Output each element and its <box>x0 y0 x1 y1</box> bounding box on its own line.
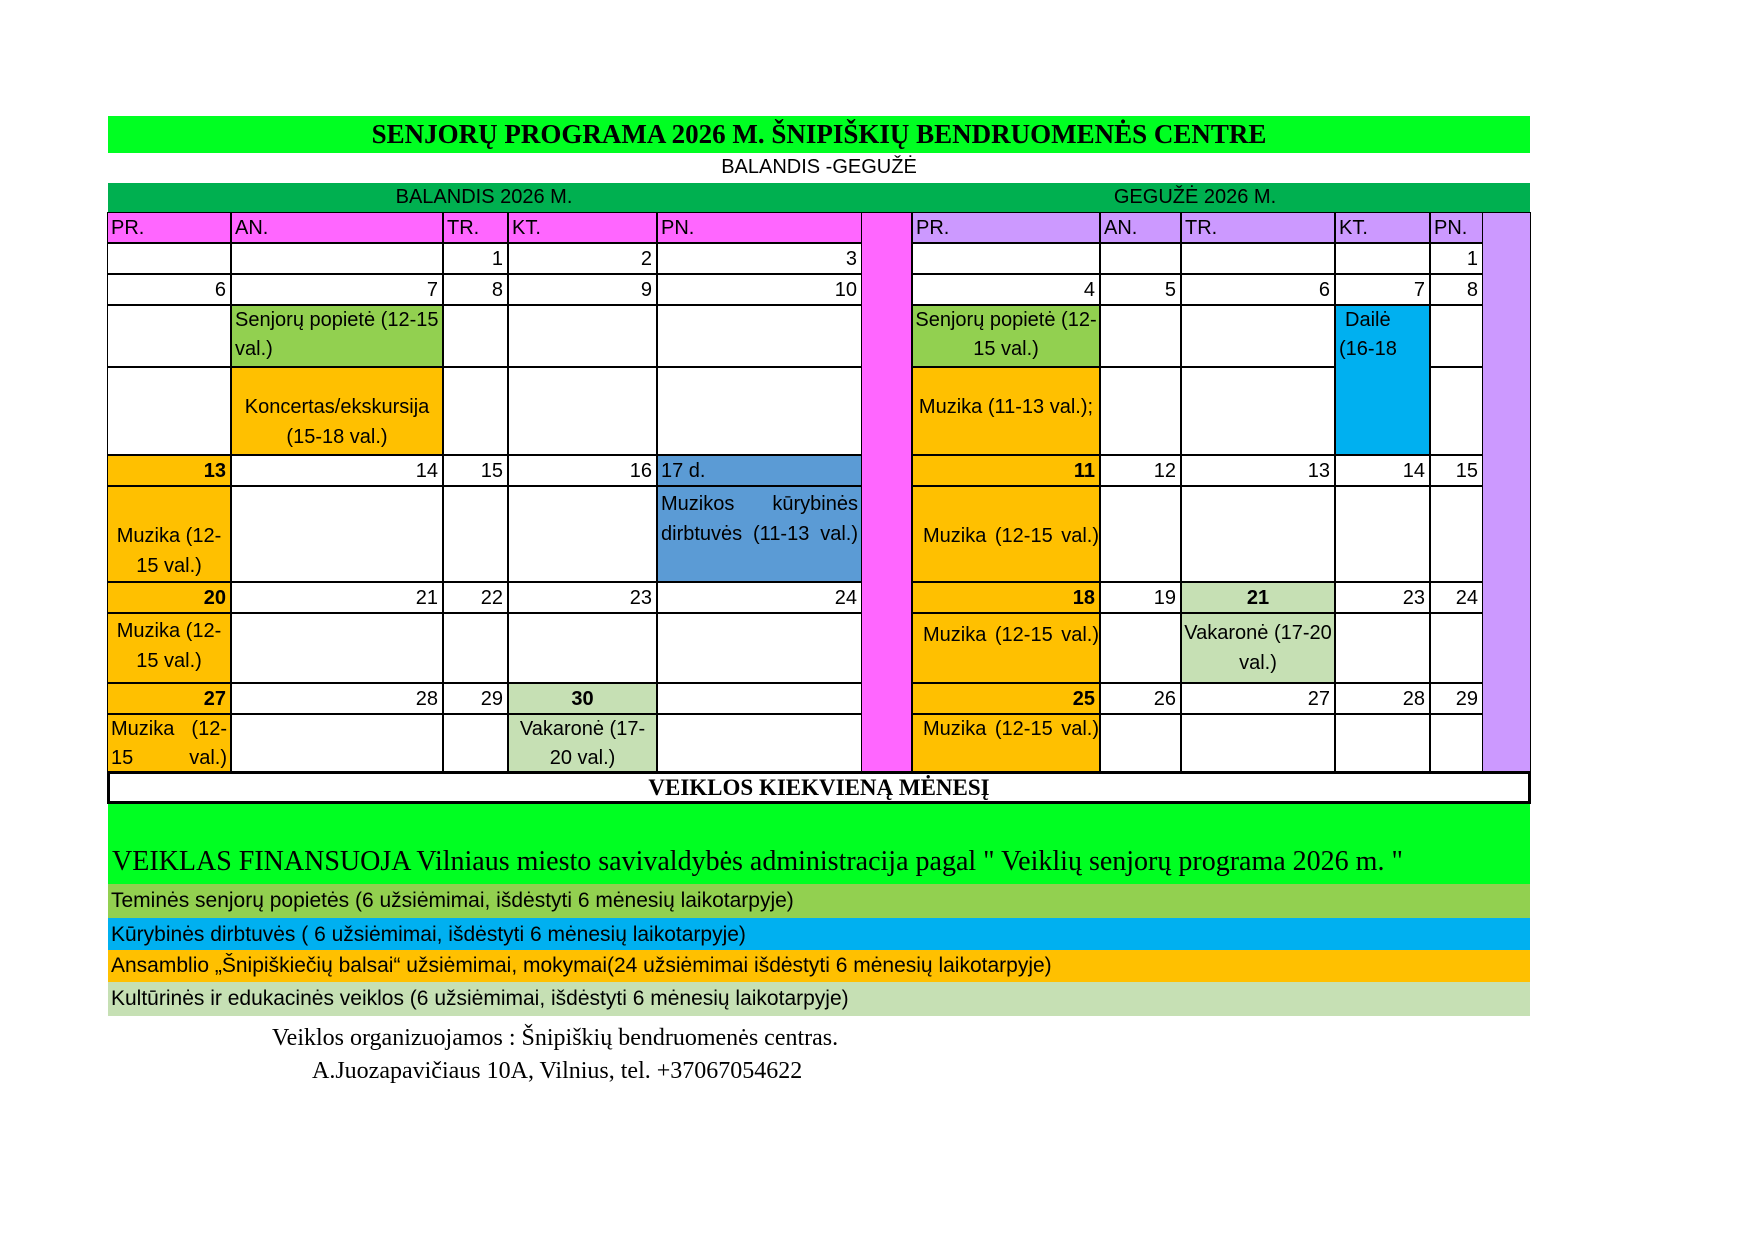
may-date-15: 15 <box>1430 455 1483 486</box>
april-date-3: 3 <box>657 243 862 274</box>
may-event-muzika-11: Muzika (12-15 val.) <box>912 486 1100 582</box>
may-empty-cell <box>1430 305 1483 367</box>
april-date-30: 30 <box>508 683 657 714</box>
may-day-tue: AN. <box>1100 212 1181 243</box>
may-date-27: 27 <box>1181 683 1335 714</box>
april-event-muzikos-dirbtuves: Muzikos kūrybinės dirbtuvės (11-13 val.) <box>657 486 862 582</box>
may-date-5: 5 <box>1100 274 1181 305</box>
may-date-18: 18 <box>912 582 1100 613</box>
may-date-7: 7 <box>1335 274 1430 305</box>
april-empty-cell <box>231 486 443 582</box>
may-date-1: 1 <box>1430 243 1483 274</box>
april-date-29: 29 <box>443 683 508 714</box>
april-empty-cell <box>657 613 862 683</box>
april-date-9: 9 <box>508 274 657 305</box>
april-date-22: 22 <box>443 582 508 613</box>
april-date-cell <box>657 683 862 714</box>
may-empty-cell <box>1100 367 1181 455</box>
may-date-4: 4 <box>912 274 1100 305</box>
april-date-23: 23 <box>508 582 657 613</box>
april-empty-cell <box>231 613 443 683</box>
legend-kurybines-dirbtuves: Kūrybinės dirbtuvės ( 6 užsiėmimai, išdėstyti 6 mėnesių laikotarpyje) <box>108 918 1530 952</box>
may-date-25: 25 <box>912 683 1100 714</box>
april-empty-cell <box>443 613 508 683</box>
april-event-senjoru-popiete: Senjorų popietė (12-15 val.) <box>231 305 443 367</box>
may-date-19: 19 <box>1100 582 1181 613</box>
may-empty-cell <box>1430 714 1483 772</box>
april-empty-cell <box>508 613 657 683</box>
may-empty-cell <box>1335 613 1430 683</box>
may-date-24: 24 <box>1430 582 1483 613</box>
may-empty-cell <box>1181 305 1335 367</box>
april-empty-cell <box>508 367 657 455</box>
april-event-muzika-27: Muzika (12-15 val.) <box>107 714 231 772</box>
april-day-thu: KT. <box>508 212 657 243</box>
may-date-cell <box>1335 243 1430 274</box>
legend-ansamblis: Ansamblio „Šnipiškiečių balsai“ užsiėmimai, mokymai(24 užsiėmimai išdėstyti 6 mėnesių laikotarpyje) <box>108 950 1530 982</box>
may-day-thu: KT. <box>1335 212 1430 243</box>
april-empty-cell <box>443 367 508 455</box>
may-empty-cell <box>1100 613 1181 683</box>
april-date-10: 10 <box>657 274 862 305</box>
may-event-daile <box>1335 305 1430 455</box>
may-empty-cell <box>1181 486 1335 582</box>
april-empty-cell <box>107 305 231 367</box>
may-date-26: 26 <box>1100 683 1181 714</box>
april-weekend-separator <box>861 212 912 772</box>
april-date-27: 27 <box>107 683 231 714</box>
april-empty-cell <box>443 305 508 367</box>
may-empty-cell <box>1430 367 1483 455</box>
may-empty-cell <box>1335 486 1430 582</box>
may-event-muzika-25: Muzika (12-15 val.) <box>912 714 1100 772</box>
april-empty-cell <box>107 367 231 455</box>
april-month-header: BALANDIS 2026 M. <box>108 183 860 212</box>
april-date-21: 21 <box>231 582 443 613</box>
april-event-muzika-20: Muzika (12-15 val.) <box>107 613 231 683</box>
april-date-28: 28 <box>231 683 443 714</box>
april-date-20: 20 <box>107 582 231 613</box>
may-event-daile-text: Dailė (16-18 <box>1339 309 1397 360</box>
may-weekend-separator <box>1482 212 1531 772</box>
april-empty-cell <box>443 486 508 582</box>
may-day-mon: PR. <box>912 212 1100 243</box>
may-empty-cell <box>1181 714 1335 772</box>
april-date-24: 24 <box>657 582 862 613</box>
may-event-muzika-4: Muzika (11-13 val.); <box>912 367 1100 455</box>
april-date-14: 14 <box>231 455 443 486</box>
may-date-28: 28 <box>1335 683 1430 714</box>
april-day-tue: AN. <box>231 212 443 243</box>
may-date-cell <box>1181 243 1335 274</box>
may-empty-cell <box>1181 367 1335 455</box>
may-empty-cell <box>1100 305 1181 367</box>
april-date-1: 1 <box>443 243 508 274</box>
may-date-29: 29 <box>1430 683 1483 714</box>
may-event-senjoru-popiete: Senjorų popietė (12-15 val.) <box>912 305 1100 367</box>
may-date-8: 8 <box>1430 274 1483 305</box>
may-event-muzika-18: Muzika (12-15 val.) <box>912 613 1100 683</box>
may-date-cell <box>912 243 1100 274</box>
may-date-11: 11 <box>912 455 1100 486</box>
april-date-13: 13 <box>107 455 231 486</box>
april-empty-cell <box>657 305 862 367</box>
april-empty-cell <box>508 486 657 582</box>
may-day-wed: TR. <box>1181 212 1335 243</box>
april-event-muzika-13: Muzikа (12-15 val.) <box>107 486 231 582</box>
april-event-vakarone-30: Vakaronė (17-20 val.) <box>508 714 657 772</box>
may-date-12: 12 <box>1100 455 1181 486</box>
legend-senjoru-popietes: Teminės senjorų popietės (6 užsiėmimai, išdėstyti 6 mėnesių laikotarpyje) <box>108 884 1530 918</box>
april-date-2: 2 <box>508 243 657 274</box>
april-empty-cell <box>508 305 657 367</box>
may-empty-cell <box>1100 714 1181 772</box>
april-day-wed: TR. <box>443 212 508 243</box>
may-date-21: 21 <box>1181 582 1335 613</box>
may-date-13: 13 <box>1181 455 1335 486</box>
may-date-cell <box>1100 243 1181 274</box>
april-empty-cell <box>657 367 862 455</box>
may-empty-cell <box>1100 486 1181 582</box>
may-date-14: 14 <box>1335 455 1430 486</box>
april-date-17: 17 d. <box>657 455 862 486</box>
may-empty-cell <box>1430 486 1483 582</box>
april-date-cell <box>231 243 443 274</box>
april-day-mon: PR. <box>107 212 231 243</box>
april-day-fri: PN. <box>657 212 862 243</box>
may-month-header: GEGUŽĖ 2026 M. <box>860 183 1530 212</box>
april-date-6: 6 <box>107 274 231 305</box>
legend-kulturines-veiklos: Kultūrinės ir edukacinės veiklos (6 užsiėmimai, išdėstyti 6 mėnesių laikotarpyje) <box>108 982 1530 1016</box>
april-empty-cell <box>657 714 862 772</box>
page-title: SENJORŲ PROGRAMA 2026 M. ŠNIPIŠKIŲ BENDRUOMENĖS CENTRE <box>108 116 1530 153</box>
april-date-cell <box>107 243 231 274</box>
april-date-7: 7 <box>231 274 443 305</box>
may-event-vakarone-21: Vakaronė (17-20 val.) <box>1181 613 1335 683</box>
may-date-6: 6 <box>1181 274 1335 305</box>
page-subtitle: BALANDIS -GEGUŽĖ <box>721 156 917 178</box>
funding-statement: VEIKLAS FINANSUOJA Vilniaus miesto savivaldybės administracija pagal " Veiklių senjorų programa 2026 m. " <box>108 804 1530 884</box>
may-empty-cell <box>1335 714 1430 772</box>
april-event-koncertas: Koncertas/ekskursija (15-18 val.) <box>231 367 443 455</box>
april-date-16: 16 <box>508 455 657 486</box>
april-date-15: 15 <box>443 455 508 486</box>
april-date-8: 8 <box>443 274 508 305</box>
april-empty-cell <box>443 714 508 772</box>
footer-organizer: Veiklos organizuojamos : Šnipiškių bendruomenės centras. <box>272 1025 839 1051</box>
may-empty-cell <box>1430 613 1483 683</box>
every-month-heading: VEIKLOS KIEKVIENĄ MĖNESĮ <box>107 771 1531 804</box>
april-empty-cell <box>231 714 443 772</box>
may-day-fri: PN. <box>1430 212 1483 243</box>
may-date-23: 23 <box>1335 582 1430 613</box>
footer-address: A.Juozapavičiaus 10A, Vilnius, tel. +37067054622 <box>312 1058 803 1084</box>
